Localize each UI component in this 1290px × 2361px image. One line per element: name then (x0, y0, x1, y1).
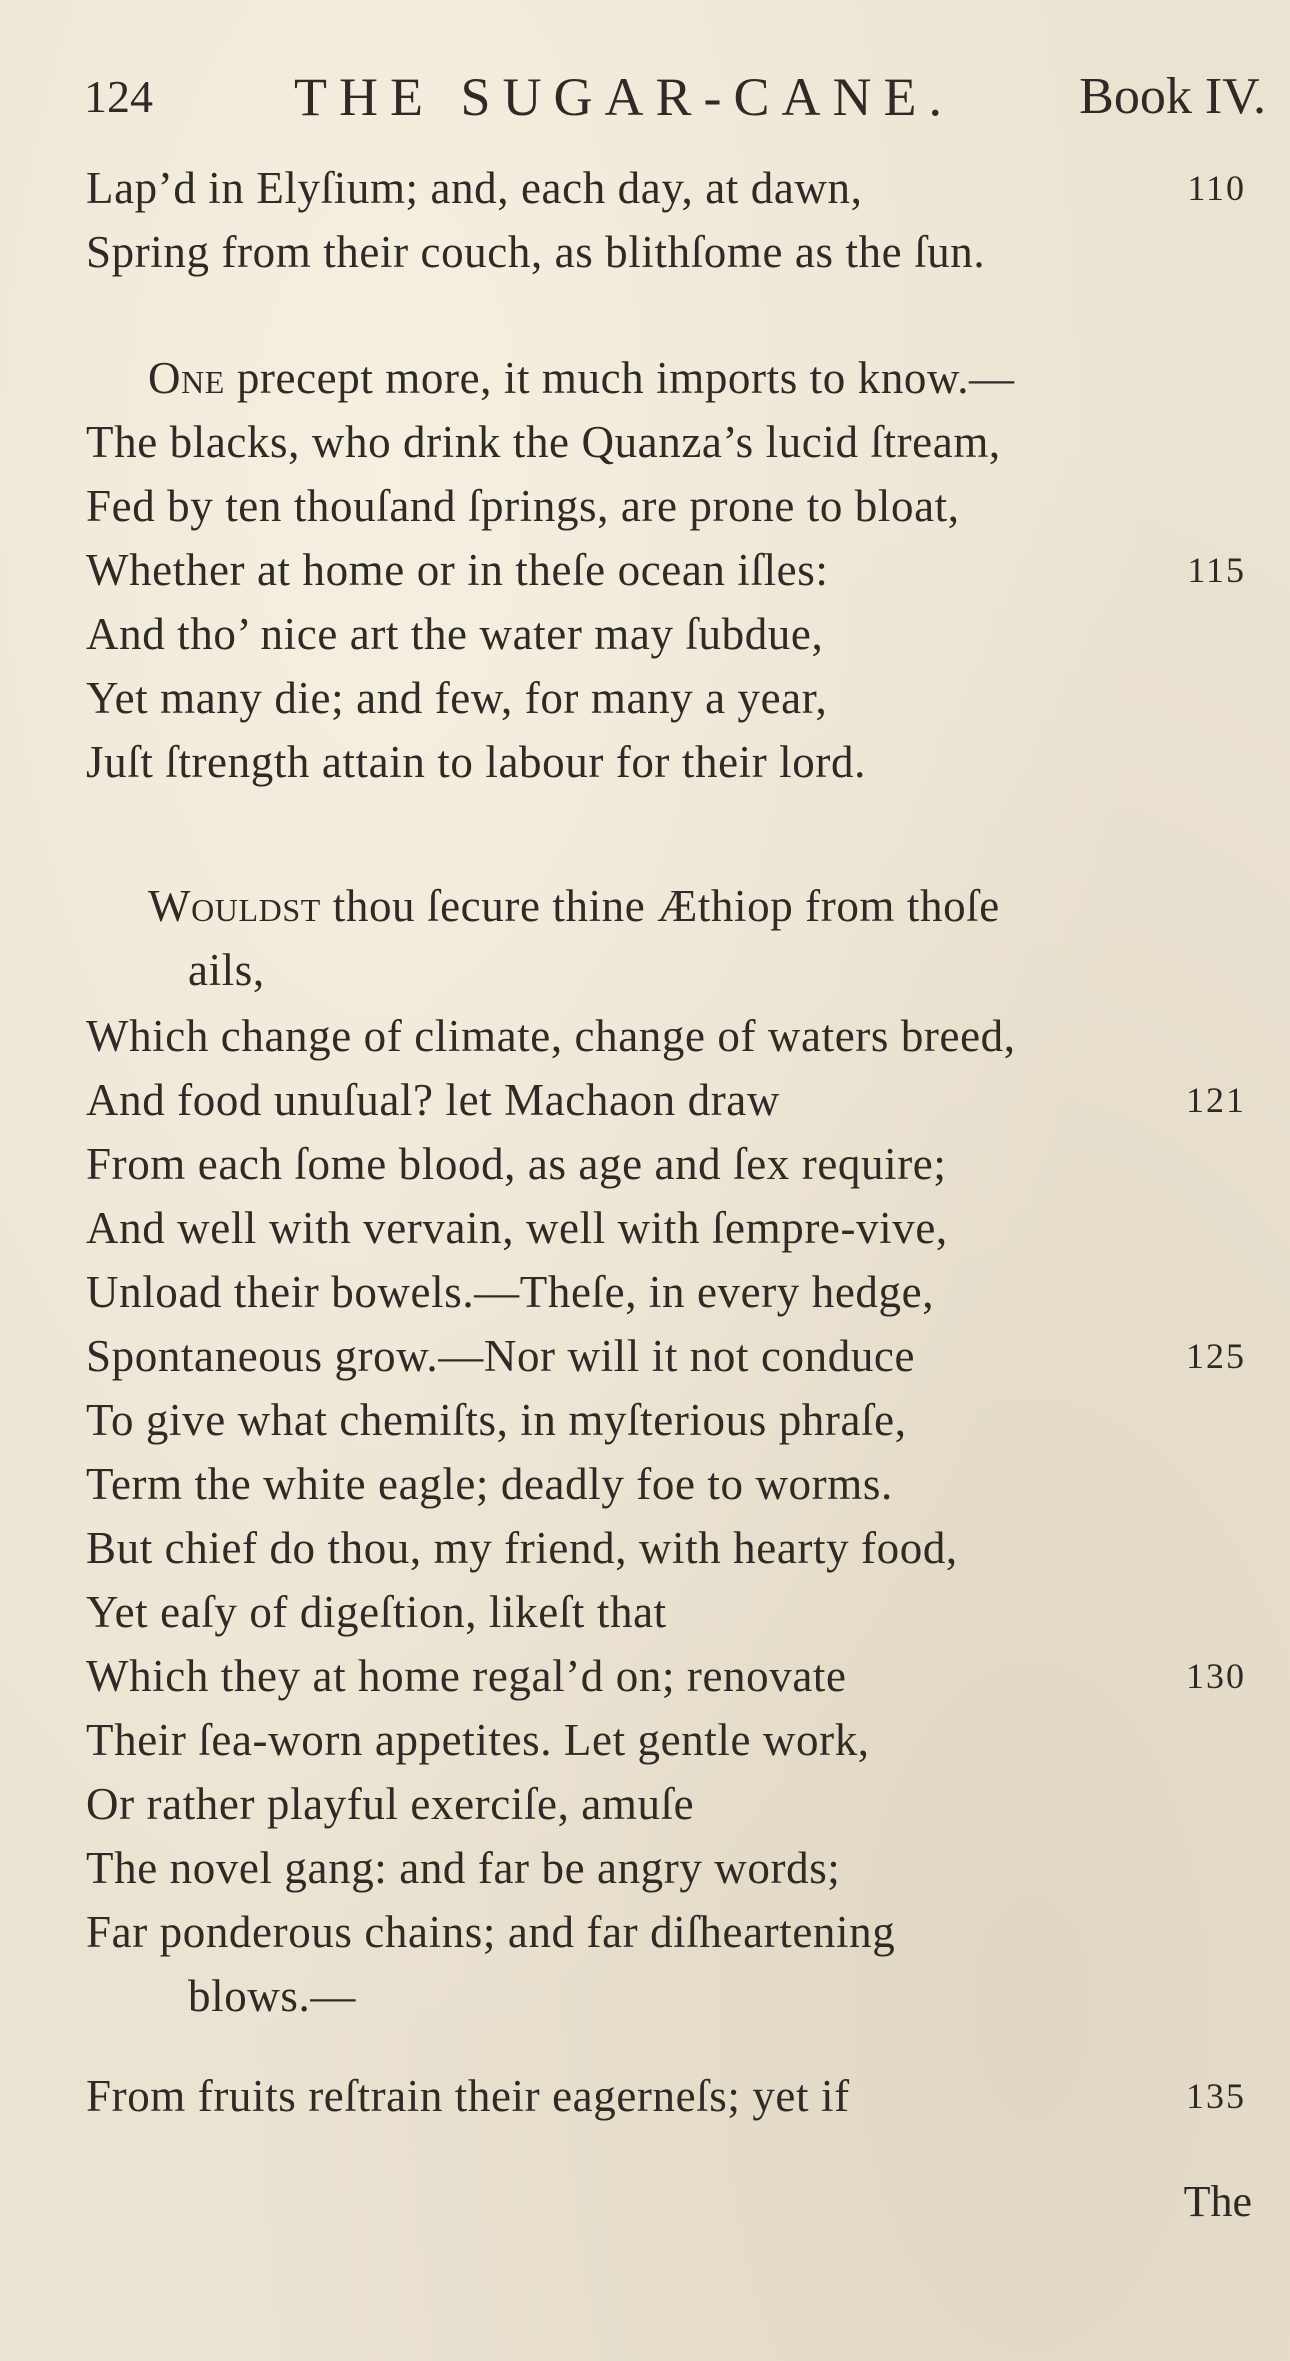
line-number: 110 (1187, 168, 1246, 208)
line-number: 121 (1186, 1080, 1246, 1120)
verse-line: The novel gang: and far be angry words; (86, 1843, 841, 1893)
verse-line: Or rather playful exerciſe, amuſe (86, 1779, 695, 1829)
verse-line: Which they at home regal’d on; renovate 130 (86, 1646, 1246, 1706)
verse-line: Fed by ten thouſand ſprings, are prone to bloat, (86, 481, 960, 531)
verse-line: Whether at home or in theſe ocean iſles: 115 (86, 540, 1246, 600)
verse-line: Term the white eagle; deadly foe to worms. (86, 1459, 893, 1509)
catchword: The (1183, 2177, 1252, 2226)
line-number: 115 (1187, 550, 1246, 590)
verse-line: Lap’d in Elyſium; and, each day, at dawn, 110 (86, 158, 1246, 218)
verse-line: But chief do thou, my friend, with hearty food, (86, 1523, 958, 1573)
verse-line: Which change of climate, change of waters breed, (86, 1011, 1016, 1061)
line-number: 130 (1186, 1656, 1246, 1696)
verse-line: The blacks, who drink the Quanza’s lucid ſtream, (86, 417, 1001, 467)
verse-line: Far ponderous chains; and far diſheartening (86, 1907, 896, 1957)
running-title: THE SUGAR-CANE. (294, 67, 954, 127)
opening-word: One (148, 353, 225, 403)
verse-line: Yet eaſy of digeſtion, likeſt that (86, 1587, 667, 1637)
verse-line-continuation: blows.— (188, 1971, 356, 2021)
verse-line-opening: Wouldst thou ſecure thine Æthiop from thoſe (148, 881, 1000, 931)
verse-line: From each ſome blood, as age and ſex require; (86, 1139, 947, 1189)
page-number: 124 (84, 71, 153, 122)
verse-line: Unload their bowels.—Theſe, in every hedge, (86, 1267, 935, 1317)
verse-line: Juſt ſtrength attain to labour for their lord. (86, 737, 866, 787)
verse-line: From fruits reſtrain their eagerneſs; yet if 135 (86, 2066, 1246, 2126)
line-number: 125 (1186, 1336, 1246, 1376)
verse-line: Their ſea-worn appetites. Let gentle work, (86, 1715, 870, 1765)
verse-line: To give what chemiſts, in myſterious phraſe, (86, 1395, 907, 1445)
verse-line-opening: One precept more, it much imports to know.— (148, 353, 1015, 403)
opening-word: Wouldst (148, 881, 321, 931)
page-header (84, 62, 1274, 132)
line-number: 135 (1186, 2076, 1246, 2116)
verse-line: Spring from their couch, as blithſome as the ſun. (86, 227, 986, 277)
verse-line: And food unuſual? let Machaon draw 121 (86, 1070, 1246, 1130)
verse-line: And tho’ nice art the water may ſubdue, (86, 609, 824, 659)
verse-line-continuation: ails, (188, 945, 265, 995)
book-label: Book IV. (1079, 68, 1266, 125)
verse-line: And well with vervain, well with ſempre-vive, (86, 1203, 948, 1253)
verse-line: Spontaneous grow.—Nor will it not conduce 125 (86, 1326, 1246, 1386)
verse-line: Yet many die; and few, for many a year, (86, 673, 828, 723)
